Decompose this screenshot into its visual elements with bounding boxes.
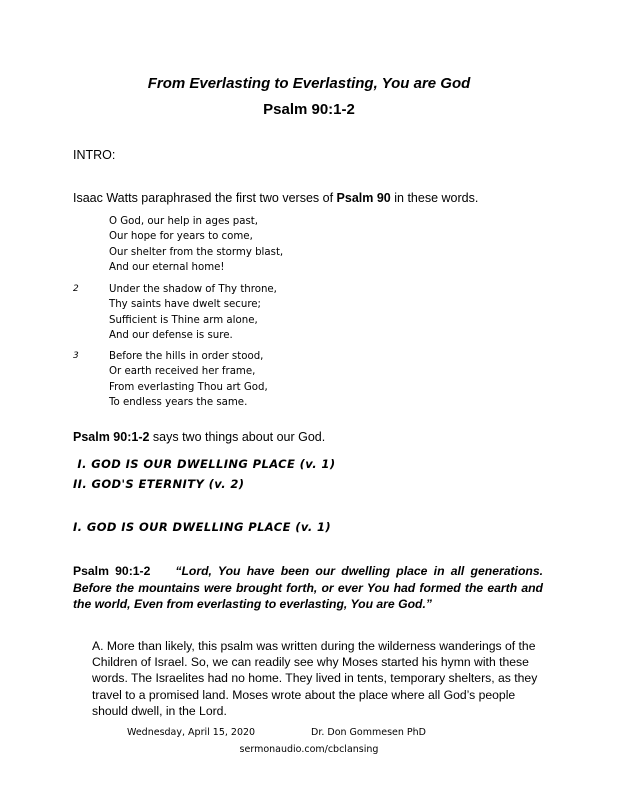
- hymn-line: Our shelter from the stormy blast,: [109, 246, 284, 258]
- sermon-title: From Everlasting to Everlasting, You are God: [147, 75, 471, 92]
- hymn-line: And our defense is sure.: [109, 329, 233, 341]
- intro-text-after: in these words.: [390, 191, 479, 205]
- scripture-verse: [73, 563, 543, 613]
- intro-text-bold: Psalm 90: [336, 191, 391, 205]
- section-heading: I. GOD IS OUR DWELLING PLACE (v. 1): [73, 520, 332, 534]
- hymn-stanza-2: [109, 282, 277, 343]
- outline-point-1: I. GOD IS OUR DWELLING PLACE (v. 1): [73, 457, 336, 471]
- point-a-paragraph: A. More than likely, this psalm was written during the wilderness wanderings of the Children of Israel. So, we can readily see why Moses started his hymn with these words. The Israelites had no home. They lived in tents, temporary shelters, as they travel to a promised land. Moses wrote about the place where all God’s people should dwell, in the Lord.: [92, 639, 538, 718]
- footer-site: sermonaudio.com/cbclansing: [239, 744, 379, 755]
- verse-text: “Lord, You have been our dwelling place in all generations. Before the mountains were brought forth, or ever You had formed the earth and the world, Even from everlasting to everlasting, You are God.”: [73, 564, 544, 611]
- stanza-2-number: 2: [73, 284, 79, 294]
- hymn-line: From everlasting Thou art God,: [109, 381, 268, 393]
- verse-reference: Psalm 90:1-2: [73, 564, 151, 578]
- two-things-line: [73, 430, 325, 444]
- two-things-bold: Psalm 90:1-2: [73, 430, 150, 444]
- hymn-line: Sufficient is Thine arm alone,: [109, 314, 258, 326]
- hymn-line: Or earth received her frame,: [109, 366, 256, 378]
- two-things-rest: says two things about our God.: [149, 430, 326, 444]
- intro-text-before: Isaac Watts paraphrased the first two verses of: [73, 191, 337, 205]
- hymn-line: And our eternal home!: [109, 261, 225, 273]
- footer-author: Dr. Don Gommesen PhD: [311, 727, 426, 738]
- outline-point-2: II. GOD'S ETERNITY (v. 2): [73, 477, 245, 491]
- hymn-line: Our hope for years to come,: [109, 231, 253, 243]
- intro-label: INTRO:: [73, 148, 116, 162]
- hymn-line: O God, our help in ages past,: [109, 216, 259, 227]
- hymn-stanza-1: [109, 214, 283, 275]
- hymn-line: To endless years the same.: [109, 396, 248, 408]
- intro-paragraph: [73, 191, 478, 205]
- footer-date: Wednesday, April 15, 2020: [127, 727, 256, 738]
- sermon-subtitle: Psalm 90:1-2: [263, 101, 355, 118]
- hymn-stanza-3: [109, 349, 268, 410]
- hymn-line: Under the shadow of Thy throne,: [109, 284, 277, 295]
- hymn-line: Thy saints have dwelt secure;: [109, 299, 261, 311]
- stanza-3-number: 3: [73, 351, 79, 361]
- hymn-line: Before the hills in order stood,: [109, 351, 264, 362]
